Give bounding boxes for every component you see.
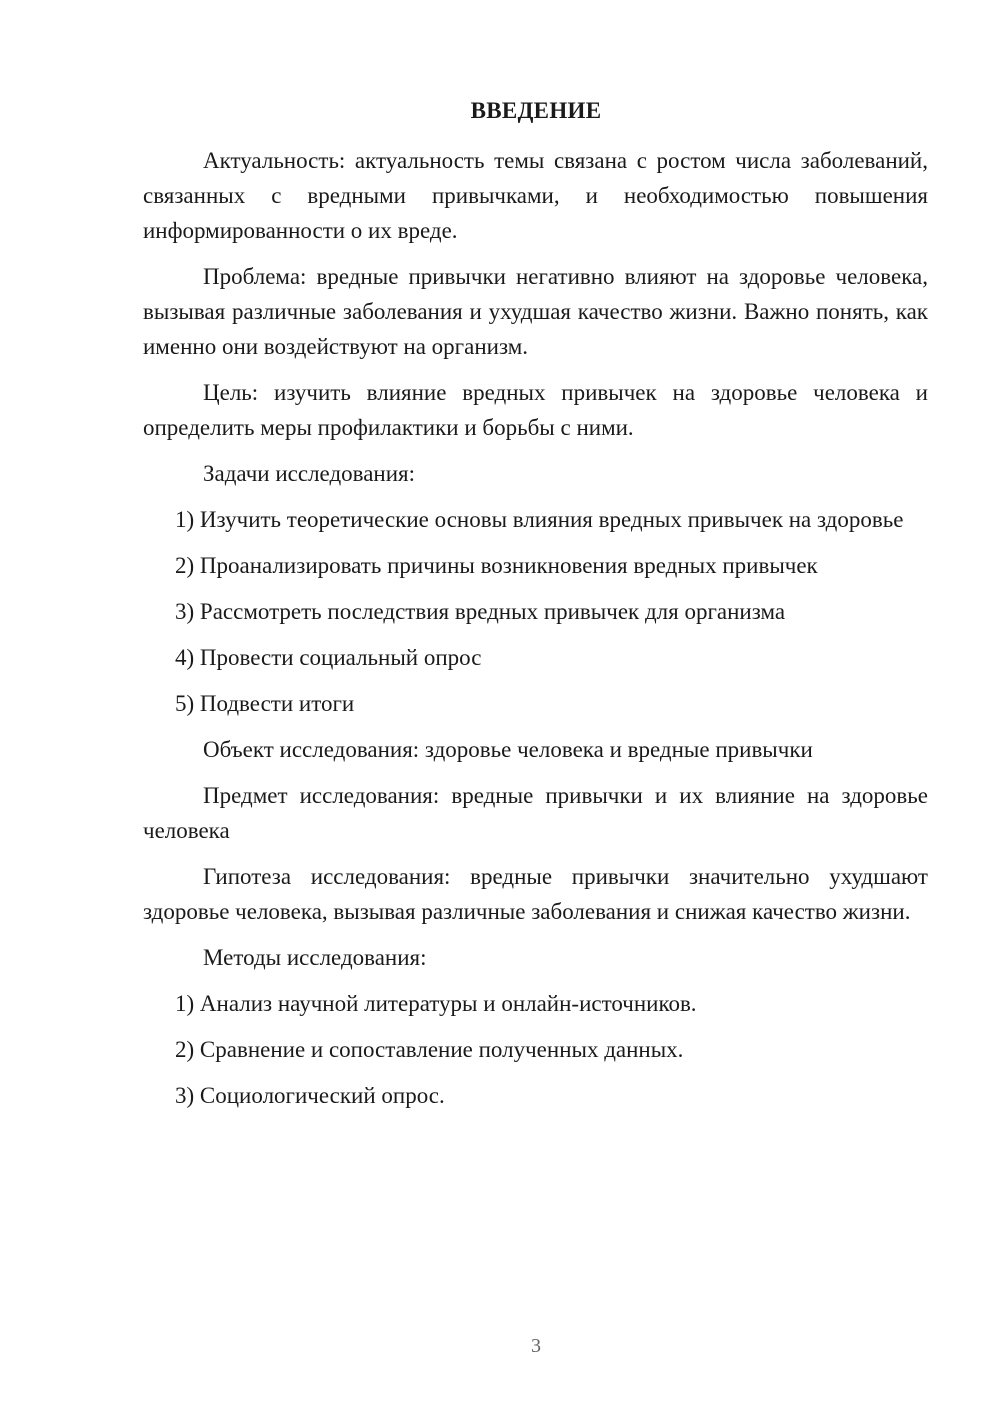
- method-item: 2) Сравнение и сопоставление полученных данных.: [175, 1037, 684, 1062]
- task-item: 3) Рассмотреть последствия вредных привычек для организма: [175, 599, 786, 624]
- problem-paragraph: Проблема: вредные привычки негативно влияют на здоровье человека, вызывая различные заболевания и ухудшая качество жизни. Важно понять, как именно они воздействуют на организм.: [143, 264, 928, 359]
- method-item: 1) Анализ научной литературы и онлайн-источников.: [175, 991, 697, 1016]
- subject-paragraph: Предмет исследования: вредные привычки и их влияние на здоровье человека: [143, 783, 928, 843]
- goal-paragraph: Цель: изучить влияние вредных привычек на здоровье человека и определить меры профилактики и борьбы с ними.: [143, 380, 928, 440]
- task-item: 2) Проанализировать причины возникновения вредных привычек: [175, 553, 818, 578]
- object-paragraph: Объект исследования: здоровье человека и вредные привычки: [203, 737, 813, 762]
- hypothesis-paragraph: Гипотеза исследования: вредные привычки значительно ухудшают здоровье человека, вызывая различные заболевания и снижая качество жизни.: [143, 864, 928, 924]
- methods-list: [143, 986, 928, 1113]
- tasks-list: [143, 502, 928, 721]
- document-body: [143, 143, 928, 1124]
- relevance-paragraph: Актуальность: актуальность темы связана с ростом числа заболеваний, связанных с вредными привычками, и необходимостью повышения информированности о их вреде.: [143, 148, 928, 243]
- method-item: 3) Социологический опрос.: [175, 1083, 445, 1108]
- task-item: 4) Провести социальный опрос: [175, 645, 482, 670]
- tasks-heading: Задачи исследования:: [203, 461, 416, 486]
- task-item: 5) Подвести итоги: [175, 691, 355, 716]
- methods-heading: Методы исследования:: [203, 945, 427, 970]
- page-number: 3: [531, 1335, 541, 1357]
- section-heading: ВВЕДЕНИЕ: [470, 98, 602, 123]
- task-item: 1) Изучить теоретические основы влияния вредных привычек на здоровье: [175, 507, 904, 532]
